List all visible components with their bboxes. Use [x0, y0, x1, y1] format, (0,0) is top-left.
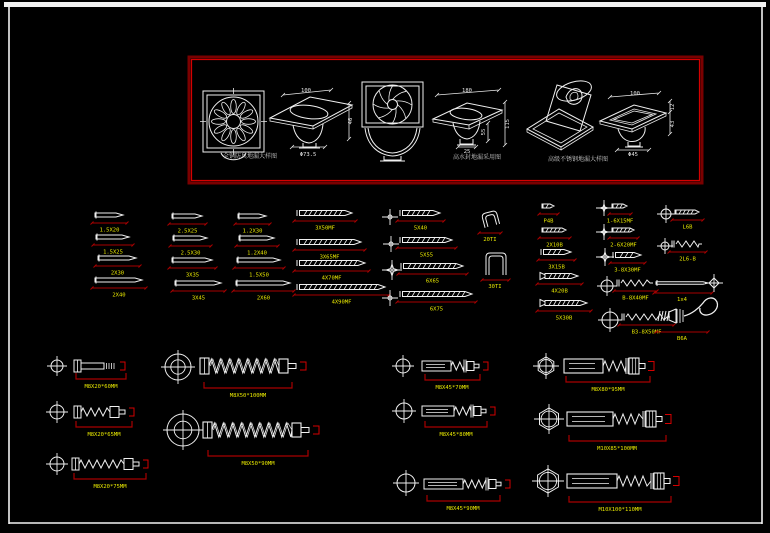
screw-body — [544, 250, 572, 255]
target-crosshair — [47, 356, 67, 376]
nail — [236, 280, 290, 287]
dim-text: 12 — [670, 103, 676, 111]
anchor-tail — [639, 364, 645, 369]
drain1-outer-square — [203, 91, 264, 152]
screw-head — [617, 280, 619, 287]
bolt-tail — [288, 364, 296, 369]
target-crosshair — [163, 410, 203, 450]
drain1-petal — [212, 119, 226, 125]
fastener-label: B3-8X50MF — [631, 329, 662, 336]
csk-head — [540, 300, 545, 307]
hook-rings — [677, 309, 683, 323]
dim-bracket — [208, 450, 308, 456]
screw-body — [300, 285, 386, 290]
hook-cone — [669, 309, 676, 323]
target-crosshair — [597, 276, 617, 296]
nail — [96, 234, 129, 241]
detail-box-inner — [192, 60, 700, 181]
drain2-fan-blade — [379, 110, 393, 118]
screw-thread — [679, 210, 693, 214]
red-clearance-box — [665, 415, 671, 424]
bolt-coil — [79, 460, 124, 468]
drain2-foot — [380, 156, 405, 161]
drain2-side — [433, 88, 511, 155]
drain3-handle-inner — [570, 92, 578, 100]
red-clearance-box — [143, 460, 148, 468]
bolt-nut — [124, 459, 133, 470]
staple-outer — [481, 210, 499, 227]
bolt-tail — [133, 462, 139, 466]
dim-bracket — [204, 382, 292, 388]
red-clearance-box — [120, 362, 125, 370]
fastener-label: B-8X40MF — [622, 295, 649, 302]
dim-bracket — [569, 435, 666, 441]
fastener-label: 2X10B — [546, 242, 563, 249]
drain1-petal — [220, 127, 232, 142]
staple-inner — [485, 214, 497, 227]
screw-thread — [304, 285, 377, 290]
anchor-spring — [603, 361, 626, 371]
drain2-trap-dome — [453, 121, 480, 139]
dim-bracket — [76, 421, 132, 427]
fastener-label: 1x4 — [677, 297, 687, 303]
anchor-body — [567, 412, 613, 426]
drain3-caption: 高级不锈钢地漏大样图 — [547, 156, 609, 163]
fastener-label: 3X15B — [548, 264, 565, 271]
drain3-side — [600, 91, 676, 158]
bolt-tail — [301, 428, 309, 433]
fastener-label: M8X50*90MM — [241, 461, 275, 467]
fastener-label: L6B — [682, 224, 693, 231]
red-clearance-box — [483, 362, 488, 370]
anchor-tail — [664, 479, 670, 484]
fastener-label: 3X65MF — [319, 254, 340, 261]
red-clearance-box — [505, 480, 510, 488]
nail — [95, 212, 123, 219]
dim-bracket — [569, 496, 671, 502]
drain3-plate — [527, 109, 593, 147]
drain1-side — [270, 88, 354, 158]
fastener-label: 3X45 — [191, 295, 206, 302]
anchor-nut — [467, 362, 474, 371]
fastener-label: 4X90MF — [331, 299, 352, 306]
screw-thread — [616, 204, 622, 208]
anchor-tail — [474, 364, 479, 368]
fastener-label: 2X30 — [110, 270, 125, 277]
nail — [172, 213, 202, 220]
drain1-hole — [289, 103, 328, 121]
screw-thread — [620, 253, 633, 258]
fastener-label: 1.5X50 — [249, 272, 269, 279]
fastener-label: B6A — [677, 336, 687, 342]
fastener-label: 6X75 — [429, 306, 444, 313]
red-clearance-box — [129, 408, 134, 416]
fastener-label: M10X100*110MM — [598, 507, 642, 513]
screw-thread — [304, 240, 352, 245]
anchor-hexnut-lines — [632, 358, 635, 374]
anchor-hexnut — [629, 358, 639, 374]
staple-inner — [489, 256, 503, 275]
fastener-label: 3-8X30MF — [614, 267, 641, 274]
screw-body — [616, 253, 642, 258]
bolt-thread — [104, 363, 114, 369]
anchor-body — [422, 361, 451, 371]
dim-bracket — [74, 473, 146, 479]
screw-thread — [407, 238, 445, 243]
target-crosshair — [383, 236, 399, 252]
nail — [238, 213, 266, 220]
drain3-iso — [527, 77, 594, 150]
anchor-washer — [651, 473, 653, 489]
screw-thread — [616, 228, 630, 232]
target-crosshair — [161, 350, 195, 384]
drain1-petal — [235, 101, 247, 116]
nail — [239, 235, 274, 242]
drain1-plate — [270, 97, 352, 126]
anchor-coil — [451, 362, 464, 370]
fastener-label: M8X20*65MM — [87, 432, 121, 438]
drain2-fan-blade — [398, 105, 406, 119]
drain2-hole — [449, 107, 482, 122]
nail — [237, 257, 280, 264]
dim-text: Φ45 — [628, 152, 638, 158]
nail — [95, 277, 142, 284]
anchor-washer — [486, 478, 488, 491]
drain2-grate-ring — [373, 85, 412, 124]
drain1-petal — [213, 108, 228, 120]
nail — [173, 235, 207, 242]
drain1-petal — [231, 130, 237, 144]
anchor-body — [424, 479, 463, 489]
screw-thread — [408, 264, 456, 269]
fastener-label: M10X85*100MM — [597, 446, 637, 452]
anchor-hexnut — [646, 411, 656, 427]
drain1-plan — [200, 88, 267, 160]
target-crosshair — [532, 465, 564, 497]
bolt-coil — [81, 408, 110, 416]
dim-bracket — [425, 374, 480, 380]
drain1-petal — [239, 123, 254, 135]
bolt-nut — [110, 407, 119, 418]
fastener-label: 1.2X30 — [242, 228, 263, 235]
dim-text: 100 — [301, 88, 311, 94]
fastener-label: 20TI — [483, 237, 497, 243]
dim-text: 100 — [630, 91, 640, 97]
anchor-washer — [464, 360, 466, 373]
drain1-petal — [235, 127, 247, 142]
nail — [98, 255, 136, 262]
anchor-washer — [643, 411, 645, 427]
drain1-caption: 全铜防臭地漏大样图 — [222, 153, 278, 160]
bolt-shaft — [81, 363, 104, 369]
thin-screw — [656, 280, 708, 286]
target-crosshair — [46, 453, 68, 475]
anchor-slot — [426, 365, 445, 368]
detail-box-outer — [189, 57, 702, 183]
anchor-tail — [496, 482, 501, 486]
fastener-label: 6X65 — [425, 278, 440, 285]
dim-text: Φ73.5 — [299, 152, 317, 158]
hook-curve — [684, 298, 717, 316]
dim-text: 46 — [348, 117, 354, 125]
drain3b-foot — [625, 142, 643, 147]
anchor-spring — [617, 476, 651, 486]
anchor-spring — [613, 414, 643, 424]
anchor-nut — [474, 407, 481, 416]
fastener-label: M8X45*70MM — [435, 385, 469, 391]
bolt-nut — [279, 359, 288, 373]
drain1-grate-ring — [209, 97, 258, 146]
fastener-label: 1-6X15MF — [606, 218, 634, 225]
drain2-fan-blade — [379, 91, 387, 105]
dim-bracket — [425, 421, 487, 427]
drain1-edge-ticks — [200, 88, 267, 155]
drain2-plate — [433, 103, 502, 125]
dim-text: 25 — [463, 149, 471, 155]
bolt-tail — [119, 410, 125, 414]
drain1-center — [227, 115, 241, 129]
drain1-inner-square — [207, 95, 260, 148]
drain1-petal — [213, 123, 228, 135]
dim-text: 43 — [670, 120, 676, 128]
drain2-caption: 高水封地漏采用图 — [452, 154, 502, 161]
anchor-washer — [471, 405, 473, 418]
screw-thread — [304, 211, 342, 216]
drain1-petal — [242, 119, 256, 125]
fastener-label: 5X30B — [555, 315, 573, 322]
red-clearance-box — [673, 477, 679, 486]
anchor-hexnut — [654, 473, 664, 489]
red-clearance-box — [648, 362, 654, 371]
drain3b-plate — [600, 105, 666, 129]
fastener-label: 2X60 — [256, 295, 271, 302]
screw-thread — [549, 301, 579, 306]
coil-thread — [626, 314, 670, 320]
dim-text: 115 — [505, 119, 511, 129]
dim-bracket — [76, 373, 126, 379]
target-crosshair — [705, 274, 723, 292]
anchor-slot — [572, 479, 609, 484]
target-crosshair — [392, 355, 414, 377]
drain2-foot-side — [457, 139, 476, 145]
detail-box-border — [189, 57, 702, 183]
red-clearance-box — [300, 362, 306, 370]
page-frame — [4, 2, 766, 524]
anchor-body — [567, 474, 617, 488]
screw-thread — [548, 250, 561, 255]
red-clearance-box — [313, 426, 319, 434]
fastener-label: 4X70MF — [321, 275, 342, 282]
fastener-label: M8X50*100MM — [229, 393, 267, 399]
red-clearance-box — [490, 407, 495, 415]
fastener-label: 5X55 — [419, 252, 434, 259]
coil-thread — [676, 241, 702, 247]
fastener-label: M8X45*80MM — [439, 432, 473, 438]
coil-thread — [621, 280, 653, 286]
drain2-fan-blade — [393, 91, 407, 99]
fastener-label: 1.2X40 — [247, 250, 267, 257]
screw-head — [622, 314, 624, 321]
fastener-label: 30TI — [488, 284, 502, 290]
anchor-slot — [572, 417, 605, 422]
dim-text: 180 — [462, 88, 472, 94]
fastener-label: 2X40 — [112, 292, 126, 299]
drain2-plan — [362, 82, 423, 161]
dim-text: 55 — [481, 128, 487, 136]
drain3b-hole-inner — [614, 111, 652, 123]
drain2-fan-blade — [374, 104, 390, 108]
target-crosshair — [46, 401, 68, 423]
screw-thread — [546, 228, 560, 232]
drain1-petal — [231, 100, 237, 114]
drain2-fan-blade — [389, 86, 393, 102]
fastener-label: 1.5X20 — [99, 227, 120, 234]
anchor-hexnut-lines — [657, 473, 660, 489]
drain3-handle — [566, 89, 582, 105]
fastener-label: 3X50MF — [315, 225, 335, 232]
drain1-petal — [239, 108, 254, 120]
anchor-tail — [481, 409, 486, 413]
anchor-slot — [426, 410, 448, 413]
csk-head — [540, 273, 545, 280]
dim-bracket — [427, 495, 500, 501]
fastener-label: 4X20B — [551, 288, 568, 295]
fastener-label: 3X35 — [185, 272, 200, 279]
anchor-hexnut-lines — [649, 411, 652, 427]
fastener-label: M8X20*75MM — [93, 484, 127, 490]
screw-thread — [407, 292, 465, 297]
frame-top-band — [4, 2, 766, 7]
anchor-coil — [454, 407, 471, 415]
drain2-fan-blade — [392, 108, 396, 124]
fastener-label: 2-6X20MF — [610, 242, 637, 249]
fastener-label: M8X45*90MM — [446, 506, 480, 512]
fastener-label: 2.5X30 — [180, 250, 201, 257]
nail — [172, 257, 212, 264]
drain2-outer-square — [362, 82, 423, 127]
drain1-trap-dome — [293, 124, 323, 143]
anchor-coil — [463, 480, 486, 488]
screw-thread — [407, 211, 430, 216]
screw-thread — [549, 274, 570, 279]
screw-thread — [304, 261, 357, 266]
anchor-body — [422, 406, 454, 416]
fastener-label: P4B — [543, 218, 554, 225]
fastener-label: 2.5X25 — [177, 228, 198, 235]
drain1-petal — [220, 101, 232, 116]
bolt-nut — [292, 423, 301, 437]
anchor-washer — [626, 358, 628, 374]
drain2-fan-blade — [396, 101, 412, 105]
anchor-body — [564, 359, 603, 373]
fastener-label: M8X80*95MM — [591, 387, 625, 393]
nail — [175, 280, 221, 287]
anchor-slot — [569, 364, 595, 369]
fastener-label: 1.5X25 — [103, 249, 123, 256]
anchor-tail — [656, 417, 662, 422]
fastener-label: M8X20*60MM — [84, 384, 118, 390]
dim-bracket — [566, 376, 650, 382]
fastener-label: 5X40 — [413, 225, 428, 232]
fastener-label: 2L6-B — [679, 256, 696, 263]
anchor-slot — [428, 483, 457, 486]
screw-thread — [546, 204, 548, 208]
anchor-nut — [489, 480, 496, 489]
